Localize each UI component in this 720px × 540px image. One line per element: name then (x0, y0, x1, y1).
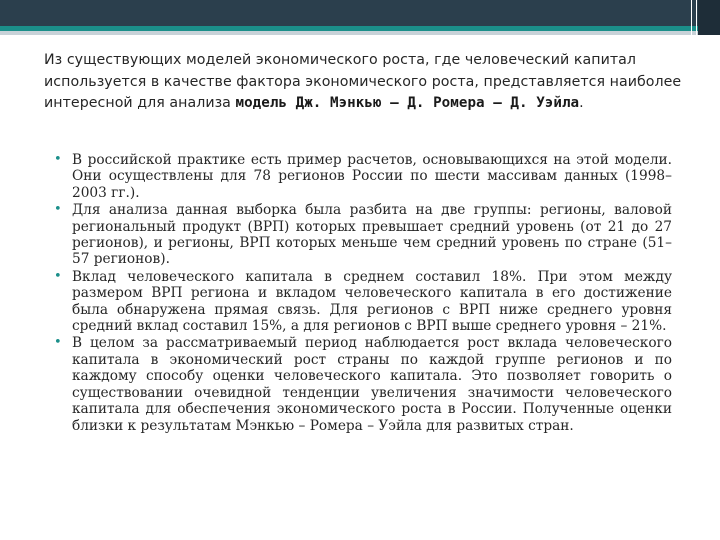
list-item (54, 269, 672, 335)
intro-end: . (579, 95, 584, 111)
intro-text: Из существующих моделей экономического роста, где человеческий капитал используется в качестве фактора экономического роста, представляется наиболее интересной для анализа (44, 52, 682, 111)
header-divider-line (696, 0, 697, 35)
bullet-text: В целом за рассматриваемый период наблюдается рост вклада человеческого капитала в экономический рост страны по каждой группе регионов и по каждому способу оценки человеческого капитала. Это позволяет говорить о существовании очевидной тенденции увеличения значимости человеческого капитала для обеспечения экономического роста в России. Полученные оценки близки к результатам Мэнкью – Ромера – Уэйла для развитых стран. (72, 335, 672, 434)
list-item (54, 152, 672, 201)
bullet-icon: • (54, 202, 62, 218)
intro-paragraph (44, 50, 684, 115)
bullet-text: Вклад человеческого капитала в среднем составил 18%. При этом между размером ВРП региона и вкладом человеческого капитала в его достижение была обнаружена прямая связь. Для регионов с ВРП ниже среднего уровня средний вклад составил 15%, а для регионов с ВРП выше среднего уровня – 21%. (72, 268, 672, 335)
header-divider-line (691, 0, 692, 35)
list-item (54, 335, 672, 433)
bullet-icon: • (54, 335, 62, 351)
list-item (54, 202, 672, 268)
model-name: модель Дж. Мэнкью – Д. Ромера – Д. Уэйла (235, 95, 580, 111)
bullet-list (54, 152, 672, 435)
header-light-stripe (0, 31, 720, 35)
bullet-text: В российской практике есть пример расчетов, основывающихся на этой модели. Они осуществлены для 78 регионов России по шести массивам данных (1998–2003 гг.). (72, 152, 672, 201)
header-corner-block (698, 0, 720, 35)
bullet-icon: • (54, 268, 62, 284)
header-band (0, 0, 720, 26)
bullet-text: Для анализа данная выборка была разбита на две группы: регионы, валовой региональный продукт (ВРП) которых превышает средний уровень (от 21 до 27 регионов), и регионы, ВРП которых меньше чем средний уровень по стране (51–57 регионов). (72, 202, 672, 268)
bullet-icon: • (54, 152, 62, 167)
